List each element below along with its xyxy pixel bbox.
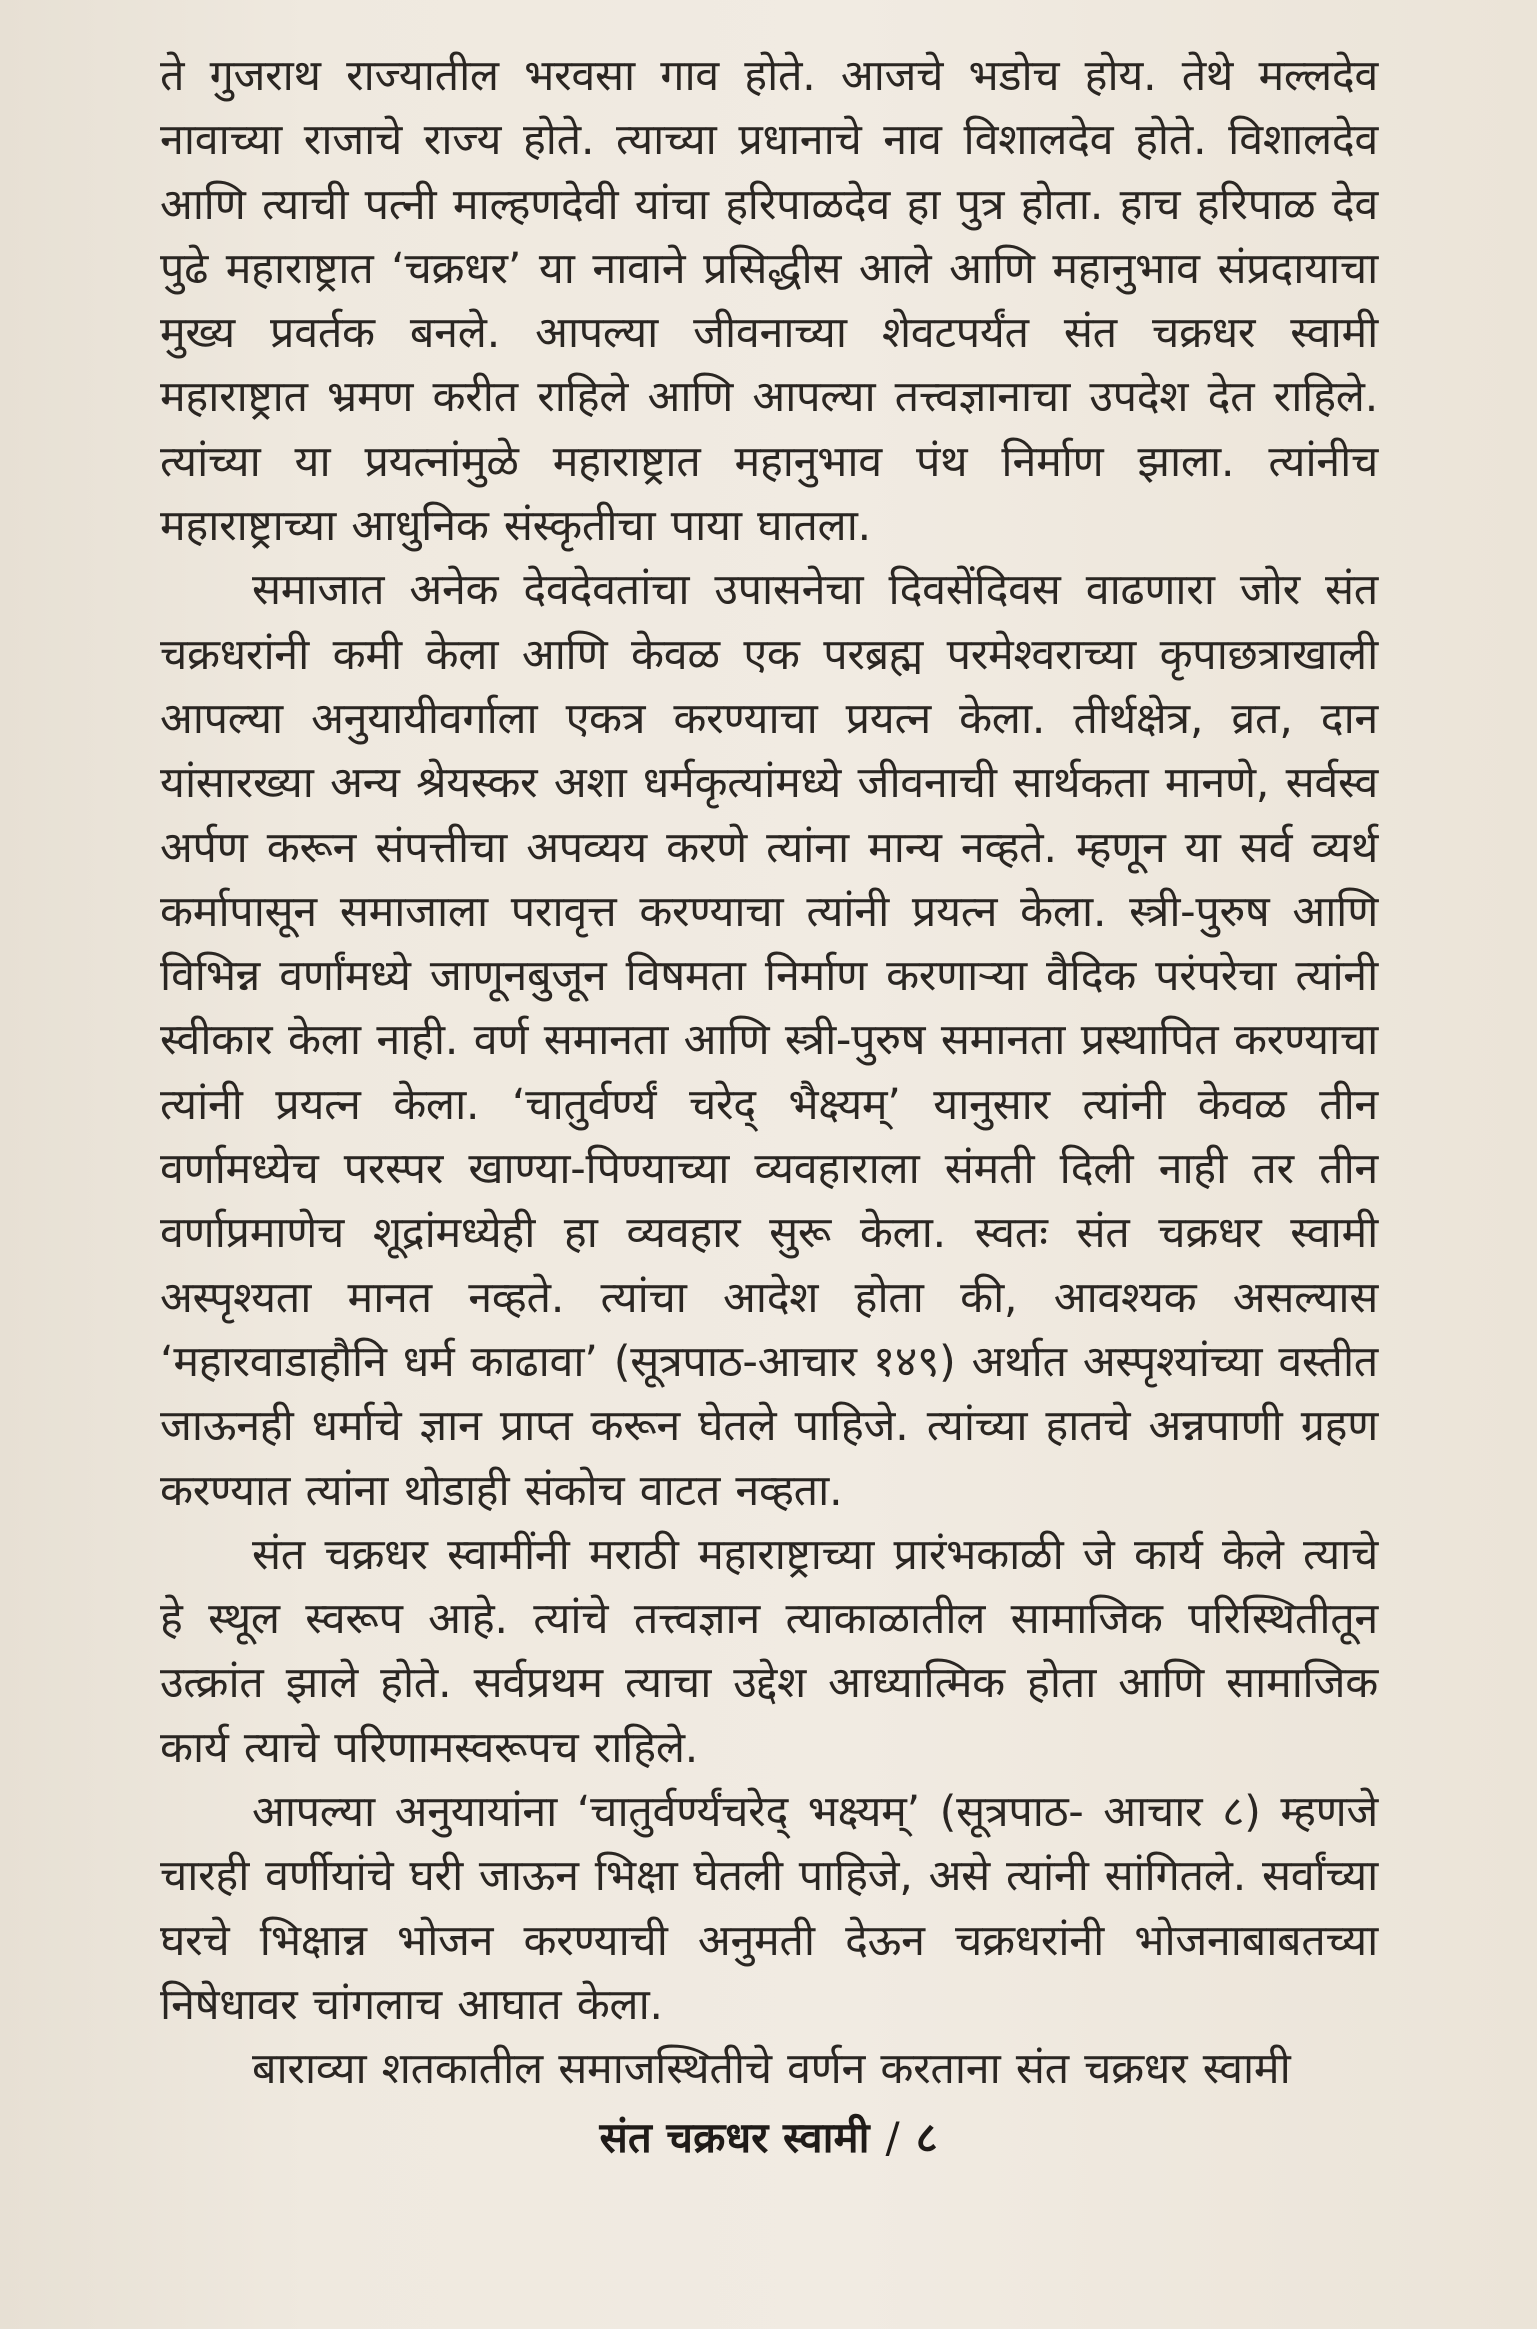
page-number: ८: [915, 2113, 938, 2162]
paragraph-1: ते गुजराथ राज्यातील भरवसा गाव होते. आजचे भडोच होय. तेथे मल्लदेव नावाच्या राजाचे राज्य होते. त्याच्या प्रधानाचे नाव विशालदेव होते. विशालदेव आणि त्याची पत्नी माल्हणदेवी यांचा हरिपाळदेव हा पुत्र होता. हाच हरिपाळ देव पुढे महाराष्ट्रात ‘चक्रधर’ या नावाने प्रसिद्धीस आले आणि महानुभाव संप्रदायाचा मुख्य प्रवर्तक बनले. आपल्या जीवनाच्या शेवटपर्यंत संत चक्रधर स्वामी महाराष्ट्रात भ्रमण करीत राहिले आणि आपल्या तत्त्वज्ञानाचा उपदेश देत राहिले. त्यांच्या या प्रयत्नांमुळे महाराष्ट्रात महानुभाव पंथ निर्माण झाला. त्यांनीच महाराष्ट्राच्या आधुनिक संस्कृतीचा पाया घातला.: [160, 51, 1378, 552]
body-text: [160, 44, 1378, 2102]
paragraph-4: आपल्या अनुयायांना ‘चातुर्वर्ण्यंचरेद् भक्ष्यम्’ (सूत्रपाठ- आचार ८) म्हणजे चारही वर्णीयांचे घरी जाऊन भिक्षा घेतली पाहिजे, असे त्यांनी सांगितले. सर्वांच्या घरचे भिक्षान्न भोजन करण्याची अनुमती देऊन चक्रधरांनी भोजनाबाबतच्या निषेधावर चांगलाच आघात केला.: [160, 1787, 1378, 2030]
paragraph-5: बाराव्या शतकातील समाजस्थितीचे वर्णन करताना संत चक्रधर स्वामी: [252, 2044, 1291, 2095]
paragraph-3: संत चक्रधर स्वामींनी मराठी महाराष्ट्राच्या प्रारंभकाळी जे कार्य केले त्याचे हे स्थूल स्वरूप आहे. त्यांचे तत्त्वज्ञान त्याकाळातील सामाजिक परिस्थितीतून उत्क्रांत झाले होते. सर्वप्रथम त्याचा उद्देश आध्यात्मिक होता आणि सामाजिक कार्य त्याचे परिणामस्वरूपच राहिले.: [160, 1529, 1378, 1773]
footer-separator: /: [885, 2113, 900, 2162]
page-footer: [0, 2108, 1537, 2165]
paragraph-2: समाजात अनेक देवदेवतांचा उपासनेचा दिवसेंदिवस वाढणारा जोर संत चक्रधरांनी कमी केला आणि केवळ एक परब्रह्म परमेश्वराच्या कृपाछत्राखाली आपल्या अनुयायीवर्गाला एकत्र करण्याचा प्रयत्न केला. तीर्थक्षेत्र, व्रत, दान यांसारख्या अन्य श्रेयस्कर अशा धर्मकृत्यांमध्ये जीवनाची सार्थकता मानणे, सर्वस्व अर्पण करून संपत्तीचा अपव्यय करणे त्यांना मान्य नव्हते. म्हणून या सर्व व्यर्थ कर्मापासून समाजाला परावृत्त करण्याचा त्यांनी प्रयत्न केला. स्त्री-पुरुष आणि विभिन्न वर्णांमध्ये जाणूनबुजून विषमता निर्माण करणाऱ्या वैदिक परंपरेचा त्यांनी स्वीकार केला नाही. वर्ण समानता आणि स्त्री-पुरुष समानता प्रस्थापित करण्याचा त्यांनी प्रयत्न केला. ‘चातुर्वर्ण्यं चरेद् भैक्ष्यम्’ यानुसार त्यांनी केवळ तीन वर्णामध्येच परस्पर खाण्या-पिण्याच्या व्यवहाराला संमती दिली नाही तर तीन वर्णाप्रमाणेच शूद्रांमध्येही हा व्यवहार सुरू केला. स्वतः संत चक्रधर स्वामी अस्पृश्यता मानत नव्हते. त्यांचा आदेश होता की, आवश्यक असल्यास ‘महारवाडाहौनि धर्म काढावा’ (सूत्रपाठ-आचार १४९) अर्थात अस्पृश्यांच्या वस्तीत जाऊनही धर्माचे ज्ञान प्राप्त करून घेतले पाहिजे. त्यांच्या हातचे अन्नपाणी ग्रहण करण्यात त्यांना थोडाही संकोच वाटत नव्हता.: [160, 565, 1378, 1516]
running-title: संत चक्रधर स्वामी: [599, 2113, 870, 2162]
